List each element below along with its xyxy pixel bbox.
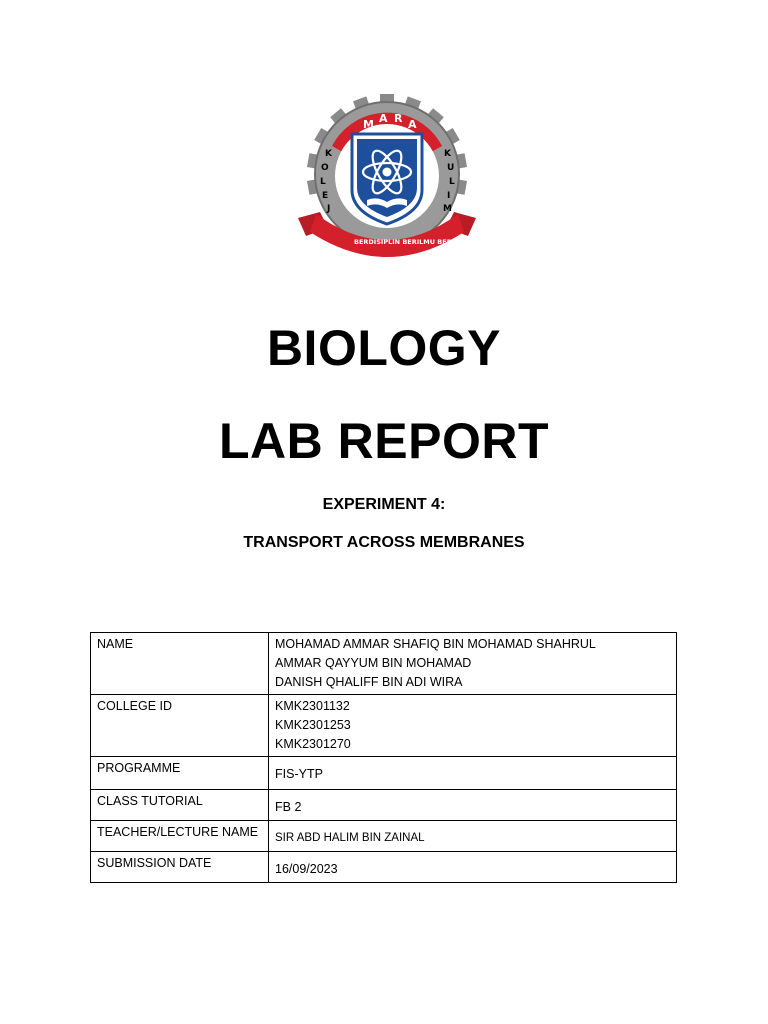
svg-text:I: I: [447, 191, 451, 201]
svg-text:O: O: [321, 163, 329, 173]
svg-text:BERDISIPLIN BERILMU BERAMAL: BERDISIPLIN BERILMU BERAMAL: [354, 238, 473, 246]
svg-text:E: E: [322, 191, 329, 201]
table-row: [91, 790, 677, 821]
svg-text:A: A: [379, 112, 388, 125]
college-logo: [294, 86, 480, 268]
student-name: MOHAMAD AMMAR SHAFIQ BIN MOHAMAD SHAHRUL: [275, 637, 596, 651]
row-label-class-tutorial: CLASS TUTORIAL: [91, 790, 269, 821]
svg-text:K: K: [444, 149, 451, 159]
report-type-title: LAB REPORT: [219, 413, 549, 469]
table-row: [91, 821, 677, 852]
kolej-mara-kulim-crest: [294, 86, 480, 268]
submission-date-value: 16/09/2023: [275, 862, 338, 876]
programme-value: FIS-YTP: [275, 767, 323, 781]
student-name: AMMAR QAYYUM BIN MOHAMAD: [275, 656, 472, 670]
row-value-programme: [269, 757, 677, 790]
svg-text:R: R: [394, 112, 403, 125]
experiment-number: EXPERIMENT 4:: [322, 496, 446, 513]
row-value-class-tutorial: [269, 790, 677, 821]
teacher-name: SIR ABD HALIM BIN ZAINAL: [275, 832, 425, 844]
svg-text:M: M: [363, 118, 374, 131]
table-row: [91, 633, 677, 695]
svg-text:A: A: [408, 118, 417, 131]
report-subject-title: BIOLOGY: [266, 320, 502, 376]
college-id: KMK2301132: [275, 699, 350, 713]
row-label-name: NAME: [91, 633, 269, 695]
row-label-programme: PROGRAMME: [91, 757, 269, 790]
svg-text:L: L: [320, 177, 326, 187]
svg-text:K: K: [325, 149, 332, 159]
svg-text:M: M: [443, 204, 452, 214]
row-value-teacher: [269, 821, 677, 852]
row-value-college-id: [269, 695, 677, 757]
row-label-submission-date: SUBMISSION DATE: [91, 852, 269, 883]
table-row: [91, 852, 677, 883]
row-label-college-id: COLLEGE ID: [91, 695, 269, 757]
svg-text:L: L: [449, 177, 455, 187]
experiment-title: TRANSPORT ACROSS MEMBRANES: [243, 534, 525, 551]
svg-text:J: J: [327, 204, 331, 214]
student-info-table: [90, 632, 677, 883]
class-tutorial-value: FB 2: [275, 800, 302, 814]
row-value-submission-date: [269, 852, 677, 883]
college-id: KMK2301253: [275, 718, 351, 732]
svg-text:U: U: [447, 163, 455, 173]
table-row: [91, 757, 677, 790]
college-id: KMK2301270: [275, 737, 351, 751]
table-row: [91, 695, 677, 757]
row-label-teacher: TEACHER/LECTURE NAME: [91, 821, 269, 852]
student-name: DANISH QHALIFF BIN ADI WIRA: [275, 675, 463, 689]
row-value-name: [269, 633, 677, 695]
